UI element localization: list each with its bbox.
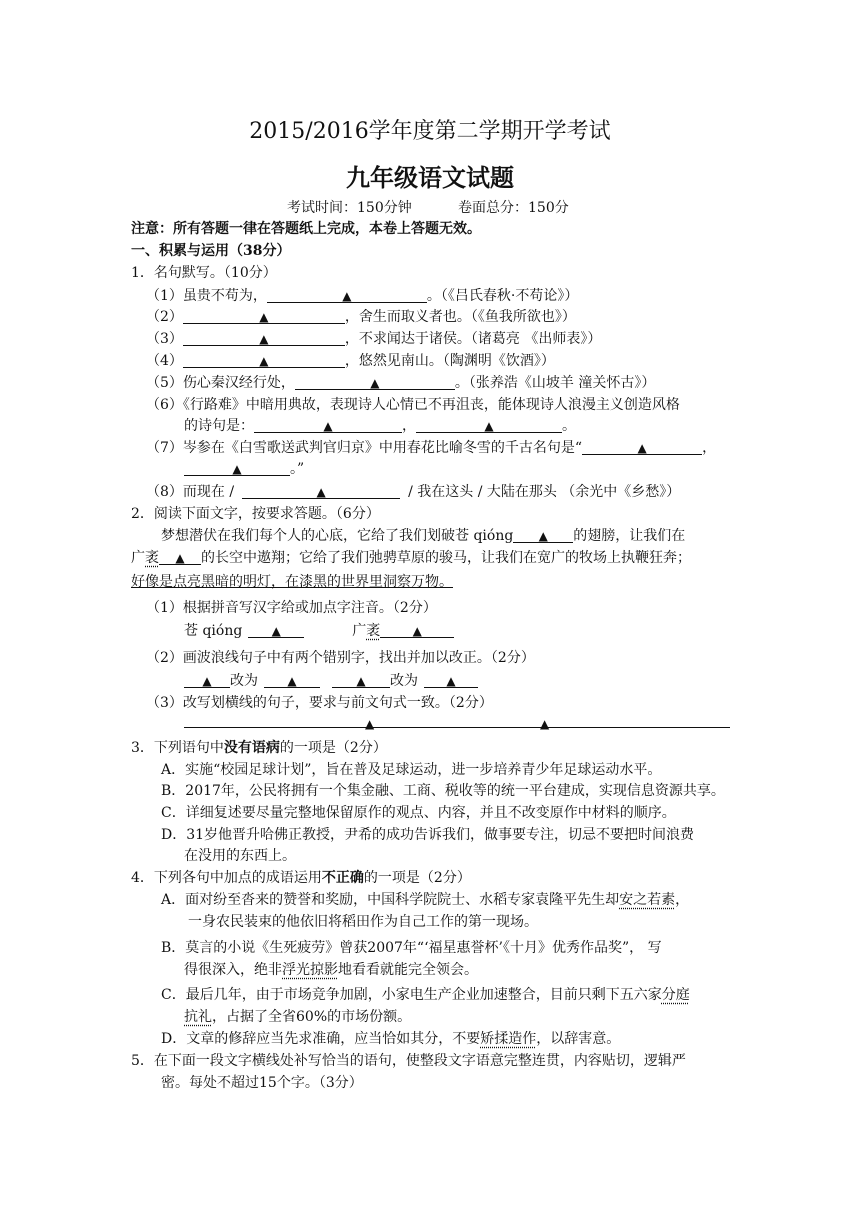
q3-option-d: D．31岁他晋升哈佛正教授，尹希的成功告诉我们，做事要专注，切忌不要把时间浪费 bbox=[161, 827, 695, 843]
q2-sub-2-answers: ▲ 改为 ▲ ▲ 改为 ▲ bbox=[184, 671, 478, 691]
q1-line-3: （3） ▲ ，不求闻达于诸侯。（诸葛亮 《出师表》） bbox=[146, 331, 602, 347]
q5-stem-cont: 密。每处不超过15个字。（3分） bbox=[161, 1075, 363, 1091]
answer-blank bbox=[254, 416, 402, 433]
q2-sub-1: （1）根据拼音写汉字给或加点字注音。（2分） bbox=[146, 600, 437, 616]
answer-blank bbox=[183, 351, 345, 368]
notice-text: 所有答题一律在答题纸上完成，本卷上答题无效。 bbox=[173, 221, 481, 237]
q2-sub-2: （2）画波浪线句子中有两个错别字，找出并加以改正。（2分） bbox=[146, 650, 535, 666]
q1-line-8: （8）而现在 / ▲ / 我在这头 / 大陆在那头 （余光中《乡愁》） bbox=[146, 484, 681, 500]
triangle-marker-icon: ▲ bbox=[287, 674, 297, 688]
answer-blank bbox=[183, 329, 345, 346]
triangle-marker-icon: ▲ bbox=[202, 674, 212, 688]
answer-blank bbox=[380, 621, 454, 638]
notice-label: 注意： bbox=[131, 221, 173, 237]
q1-line-1: （1）虽贵不苟为， ▲ 。（《吕氏春秋·不苟论》） bbox=[146, 288, 579, 304]
exam-subtitle: 九年级语文试题 bbox=[346, 163, 514, 192]
triangle-marker-icon: ▲ bbox=[540, 717, 550, 731]
triangle-marker-icon: ▲ bbox=[370, 376, 380, 390]
q1-line-6b: 的诗句是： ▲ ， ▲ 。 bbox=[184, 418, 576, 434]
q2-underlined-sentence: 好像是点亮黑暗的明灯，在漆黑的世界里洞察万物。 bbox=[131, 574, 453, 590]
q5-stem: 5．在下面一段文字横线处补写恰当的语句，使整段文字语意完整连贯，内容贴切，逻辑严 bbox=[131, 1053, 686, 1069]
triangle-marker-icon: ▲ bbox=[259, 310, 269, 324]
triangle-marker-icon: ▲ bbox=[232, 462, 242, 476]
q4-option-a-cont: 一身农民装束的他依旧将稻田作为自己工作的第一现场。 bbox=[188, 914, 538, 930]
triangle-marker-icon: ▲ bbox=[365, 717, 375, 731]
q1-line-5: （5）伤心秦汉经行处， ▲ 。（张养浩《山坡羊 潼关怀古》） bbox=[146, 375, 656, 391]
q2-sub-1-answers: 苍 qióng ▲ 广袤 ▲ bbox=[184, 621, 454, 641]
q1-stem: 1．名句默写。（10分） bbox=[131, 265, 277, 281]
triangle-marker-icon: ▲ bbox=[356, 674, 366, 688]
q1-line-4: （4） ▲ ，悠然见南山。（陶渊明《饮酒》） bbox=[146, 353, 555, 369]
triangle-marker-icon: ▲ bbox=[271, 624, 281, 638]
section-1-title: 一、积累与运用（38分） bbox=[131, 243, 291, 259]
triangle-marker-icon: ▲ bbox=[538, 529, 548, 543]
q3-option-a: A．实施“校园足球计划”，旨在普及足球运动，进一步培养青少年足球运动水平。 bbox=[161, 762, 662, 778]
triangle-marker-icon: ▲ bbox=[342, 289, 352, 303]
notice bbox=[131, 219, 481, 239]
q4-option-b-cont: 得很深入，绝非浮光掠影地看看就能完全领会。 bbox=[184, 962, 478, 978]
q2-passage-line-2: 广袤 ▲ 的长空中遨翔；它给了我们弛骋草原的骏马，让我们在宽广的牧场上执鞭狂奔； bbox=[131, 550, 691, 566]
q1-line-7b: ▲ 。” bbox=[184, 459, 304, 479]
triangle-marker-icon: ▲ bbox=[316, 485, 326, 499]
answer-blank bbox=[416, 416, 562, 433]
q3-option-c: C．详细复述要尽量完整地保留原作的观点、内容，并且不改变原作中材料的顺序。 bbox=[161, 805, 676, 821]
answer-blank bbox=[184, 671, 230, 688]
answer-blank bbox=[183, 307, 345, 324]
q4-option-d: D．文章的修辞应当先求准确，应当恰如其分，不要矫揉造作，以辞害意。 bbox=[161, 1031, 621, 1047]
q2-stem: 2．阅读下面文字，按要求答题。（6分） bbox=[131, 506, 380, 522]
triangle-marker-icon: ▲ bbox=[446, 674, 456, 688]
q4-option-c-cont: 抗礼，占据了全省60%的市场份额。 bbox=[184, 1009, 412, 1025]
exam-time: 考试时间：150分钟 bbox=[287, 200, 412, 216]
q3-stem: 3．下列语句中没有语病的一项是（2分） bbox=[131, 740, 387, 756]
answer-blank bbox=[267, 286, 427, 303]
q1-line-6a: （6）《行路难》中暗用典故，表现诗人心情已不再沮丧，能体现诗人浪漫主义创造风格 bbox=[146, 397, 680, 413]
triangle-marker-icon: ▲ bbox=[637, 441, 647, 455]
answer-blank bbox=[424, 671, 478, 688]
q3-option-b: B．2017年，公民将拥有一个集金融、工商、税收等的统一平台建成，实现信息资源共享。 bbox=[161, 783, 725, 799]
triangle-marker-icon: ▲ bbox=[259, 332, 269, 346]
q4-stem: 4．下列各句中加点的成语运用不正确的一项是（2分） bbox=[131, 870, 471, 886]
q4-option-a: A．面对纷至沓来的赞誉和奖励，中国科学院院士、水稻专家袁隆平先生却安之若素， bbox=[161, 892, 690, 908]
answer-blank bbox=[159, 548, 201, 565]
q4-option-b: B．莫言的小说《生死疲劳》曾获2007年“‘福星惠誉杯’《十月》优秀作品奖”， 写 bbox=[161, 940, 662, 956]
triangle-marker-icon: ▲ bbox=[484, 419, 494, 433]
triangle-marker-icon: ▲ bbox=[259, 354, 269, 368]
answer-blank bbox=[582, 438, 702, 455]
q4-option-c: C．最后几年，由于市场竞争加剧，小家电生产企业加速整合，目前只剩下五六家分庭 bbox=[161, 987, 690, 1003]
triangle-marker-icon: ▲ bbox=[175, 551, 185, 565]
answer-blank bbox=[248, 621, 304, 638]
exam-title: 2015/2016学年度第二学期开学考试 bbox=[249, 119, 611, 144]
answer-blank bbox=[332, 671, 390, 688]
q2-passage-line-1: 梦想潜伏在我们每个人的心底，它给了我们划破苍 qióng ▲ 的翅膀，让我们在 bbox=[161, 528, 686, 544]
triangle-marker-icon: ▲ bbox=[412, 624, 422, 638]
answer-blank bbox=[184, 459, 290, 476]
q1-line-2: （2） ▲ ，舍生而取义者也。（《鱼我所欲也》） bbox=[146, 309, 576, 325]
total-score: 卷面总分：150分 bbox=[458, 200, 569, 216]
answer-blank bbox=[264, 671, 320, 688]
answer-blank bbox=[513, 526, 573, 543]
answer-blank bbox=[242, 482, 400, 499]
q3-option-d-cont: 在没用的东西上。 bbox=[184, 848, 296, 864]
q1-line-7a: （7）岑参在《白雪歌送武判官归京》中用春花比喻冬雪的千古名句是“ ▲ ， bbox=[146, 440, 717, 456]
triangle-marker-icon: ▲ bbox=[323, 419, 333, 433]
q2-sub-3: （3）改写划横线的句子，要求与前文句式一致。（2分） bbox=[146, 695, 493, 711]
answer-line bbox=[184, 727, 730, 728]
answer-blank bbox=[295, 373, 455, 390]
